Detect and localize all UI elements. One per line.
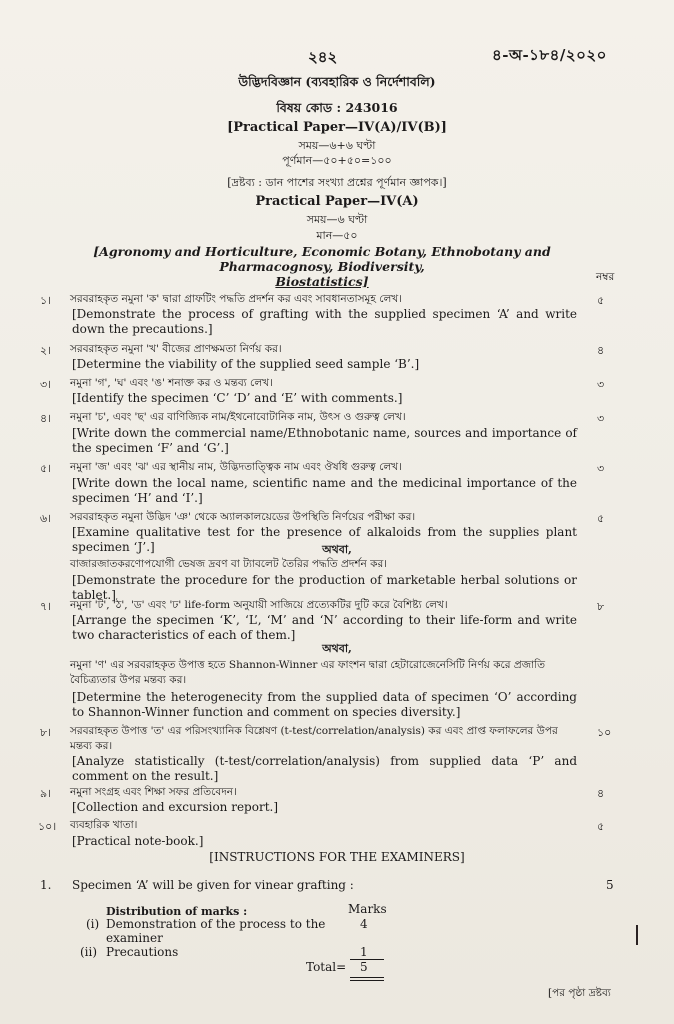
question-text-english: [Identify the specimen ‘C’ ‘D’ and ‘E’ with comments.] <box>72 391 403 405</box>
subjects-line-2: Biostatistics] <box>275 274 369 289</box>
continued-note: [পর পৃষ্ঠা দ্রষ্টব্য <box>548 987 611 999</box>
question-text-english: [Determine the viability of the supplied seed sample ‘B’.] <box>72 357 420 371</box>
section-title: Practical Paper—IV(A) <box>255 194 419 209</box>
subject-code: বিষয় কোড : 243016 <box>276 100 398 115</box>
question-text-bengali: নমুনা 'চ', এবং 'ছ' এর বাণিজ্যিক নাম/ইথনোবোটানিক নাম, উৎস ও গুরুত্ব লেখ। <box>70 411 406 423</box>
dist-item-label: (ii) <box>80 945 98 959</box>
dist-item-text-line-2: examiner <box>106 931 163 945</box>
distribution-heading: Distribution of marks : <box>106 905 248 918</box>
question-number: ৪। <box>40 412 52 425</box>
question-marks: ৩ <box>597 378 605 391</box>
time-allowed: সময়—৬+৬ ঘণ্টা <box>298 139 376 152</box>
question-text-english: [Write down the commercial name/Ethnobotanic name, sources and importance of the specimen ‘F’ and ‘G’.] <box>72 426 577 455</box>
question-text-english: [Practical note-book.] <box>72 834 204 848</box>
dist-item-text: Precautions <box>106 945 179 959</box>
marks-note: [দ্রষ্টব্য : ডান পাশের সংখ্যা প্রশ্নের পূর্ণমান জ্ঞাপক।] <box>227 176 447 189</box>
question-marks: ৩ <box>597 412 605 425</box>
examiner-question-text: Specimen ‘A’ will be given for vinear grafting : <box>72 878 354 892</box>
question-text-bengali: সরবরাহকৃত নমুনা 'খ' বীজের প্রাণক্ষমতা নির্ণয় কর। <box>70 343 282 355</box>
dist-item-text <box>106 917 325 945</box>
examiner-question-marks: 5 <box>606 878 614 892</box>
dist-item-marks: 1 <box>360 945 368 959</box>
question-marks: ৩ <box>597 462 605 475</box>
subjects-list <box>62 244 582 289</box>
question-marks: ৫ <box>597 512 605 525</box>
question-text-english: [Analyze statistically (t-test/correlation/analysis) from supplied data ‘P’ and comment on the result.] <box>72 754 577 783</box>
question-number: ৭। <box>40 600 52 613</box>
question-number: ৮। <box>40 726 52 739</box>
question-text-english: [Examine qualitative test for the presence of alkaloids from the supplies plant specimen ‘J’.] <box>72 525 577 554</box>
question-marks: ৪ <box>597 787 605 800</box>
question-number: ২। <box>40 344 52 357</box>
dist-item-label: (i) <box>86 917 100 931</box>
question-marks: ৫ <box>597 294 605 307</box>
question-number: ৯। <box>40 787 52 800</box>
question-text-bengali: নমুনা 'ণ' এর সরবরাহকৃত উপাত্ত হতে Shannon-Winner এর ফাংশন দ্বারা হেটারোজেনেসিটি নির্ণয় করে প্রজাতি বৈচিত্র্যতার উপর মন্তব্য কর। <box>70 659 546 686</box>
question-number: ৩। <box>40 378 52 391</box>
marks-heading: Marks <box>348 902 387 916</box>
section-marks: মান—৫০ <box>316 229 358 242</box>
question-text-english: [Determine the heterogenecity from the supplied data of specimen ‘O’ according to Shannon-Winner function and comment on species diversity.] <box>72 690 577 719</box>
question-text-english: [Write down the local name, scientific name and the medicinal importance of the specimen ‘H’ and ‘I’.] <box>72 476 577 505</box>
dist-item-marks: 4 <box>360 917 368 931</box>
question-text-bengali: ব্যবহারিক খাতা। <box>70 819 138 831</box>
dist-item-text-line-1: Demonstration of the process to the <box>106 917 326 931</box>
question-number: ১। <box>40 294 52 307</box>
question-text-bengali: নমুনা 'জ' এবং 'ঝ' এর স্থানীয় নাম, উদ্ভিদতাত্ত্বিক নাম এবং ঔষধি গুরুত্ব লেখ। <box>70 461 402 473</box>
question-marks: ৮ <box>597 600 605 613</box>
total-value: 5 <box>360 960 368 974</box>
paper-title: [Practical Paper—IV(A)/IV(B)] <box>227 120 447 135</box>
question-text-bengali: বাজারজাতকরণোপযোগী ভেষজ দ্রবণ বা ট্যাবলেট তৈরির পদ্ধতি প্রদর্শন কর। <box>70 558 388 570</box>
question-number: ৫। <box>40 462 52 475</box>
total-label: Total= <box>306 960 347 974</box>
question-text-english: [Demonstrate the procedure for the production of marketable herbal solutions or tablet.] <box>72 573 577 602</box>
examiner-instructions-heading: [INSTRUCTIONS FOR THE EXAMINERS] <box>209 850 465 864</box>
question-marks: ১০ <box>597 726 612 739</box>
margin-mark <box>636 925 638 945</box>
question-text-bengali: সরবরাহকৃত নমুনা 'ক' দ্বারা গ্রাফটিং পদ্ধতি প্রদর্শন কর এবং সাবধানতাসমূহ লেখ। <box>70 293 402 305</box>
total-rule-1 <box>350 977 384 978</box>
full-marks: পূর্ণমান—৫০+৫০=১০০ <box>282 154 392 167</box>
paper-code: ৪-অ-১৮৪/২০২০ <box>492 46 607 64</box>
question-text-english: [Collection and excursion report.] <box>72 800 279 814</box>
or-label: অথবা, <box>322 543 352 556</box>
marks-column-heading: নম্বর <box>596 271 615 283</box>
question-text-english: [Demonstrate the process of grafting with the supplied specimen ‘A’ and write down the precautions.] <box>72 307 577 336</box>
question-marks: ৪ <box>597 344 605 357</box>
subjects-line-1: [Agronomy and Horticulture, Economic Botany, Ethnobotany and Pharmacognosy, Biodiversity, <box>93 244 551 274</box>
section-time: সময়—৬ ঘণ্টা <box>306 213 368 226</box>
question-text-bengali: নমুনা 'ট', 'ঠ', 'ড' এবং 'ঢ' life-form অনুযায়ী সাজিয়ে প্রত্যেকটির দুটি করে বৈশিষ্ট্য লেখ। <box>70 599 448 611</box>
page-number: ২৪২ <box>308 48 338 66</box>
question-text-bengali: নমুনা সংগ্রহ এবং শিক্ষা সফর প্রতিবেদন। <box>70 786 237 798</box>
question-number: ৬। <box>40 512 52 525</box>
total-rule-2 <box>350 980 384 981</box>
subject-title: উদ্ভিদবিজ্ঞান (ব্যবহারিক ও নির্দেশাবলি) <box>238 74 436 89</box>
or-label: অথবা, <box>322 642 352 655</box>
question-text-bengali: নমুনা 'গ', 'ঘ' এবং 'ঙ' শনাক্ত কর ও মন্তব্য লেখ। <box>70 377 273 389</box>
question-text-bengali: সরবরাহকৃত নমুনা উদ্ভিদ 'ঞ' থেকে অ্যালকালয়েডের উপস্থিতি নির্ণয়ের পরীক্ষা কর। <box>70 511 416 523</box>
question-text-bengali: সরবরাহকৃত উপাত্ত 'ত' এর পরিসংখ্যানিক বিশ্লেষণ (t-test/correlation/analysis) কর এবং প্রাপ্ত ফলাফলের উপর মন্তব্য কর। <box>70 725 558 752</box>
question-marks: ৫ <box>597 820 605 833</box>
question-number: ১০। <box>38 820 57 833</box>
examiner-question-number: 1. <box>40 878 52 892</box>
question-text-english: [Arrange the specimen ‘K’, ‘L’, ‘M’ and ‘N’ according to their life-form and write two characteristics of each of them.] <box>72 613 577 642</box>
